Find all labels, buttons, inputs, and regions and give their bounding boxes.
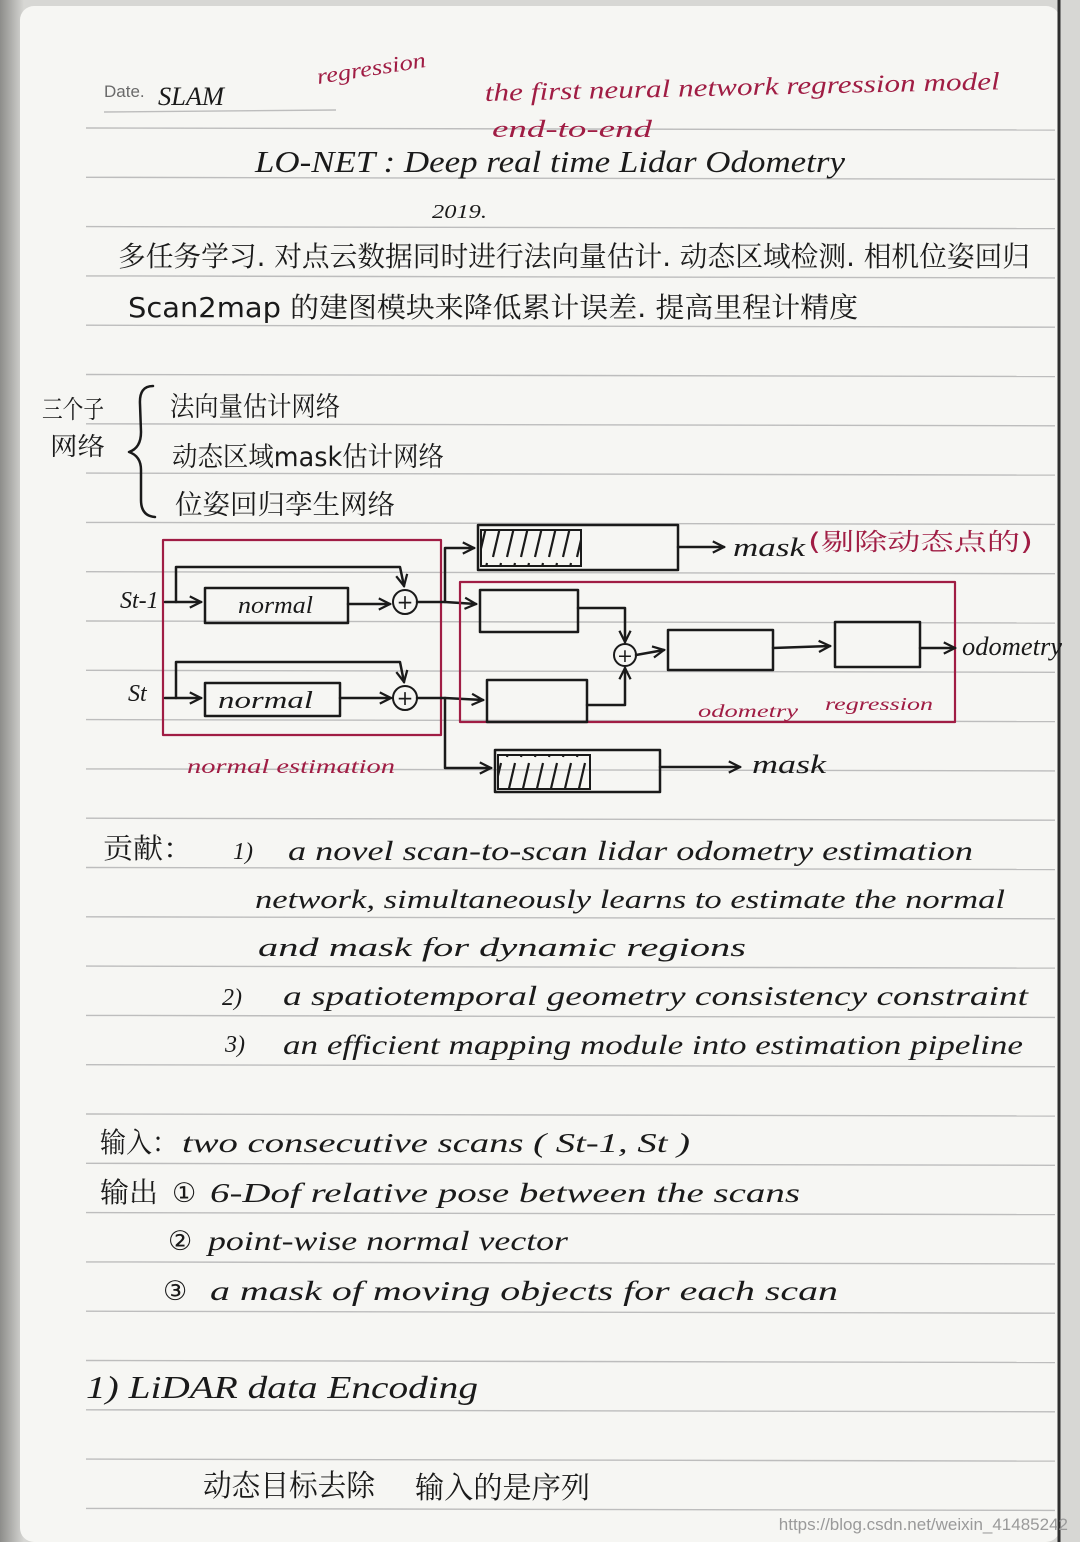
contribution-line: a spatiotemporal geometry consistency constraint (283, 981, 1031, 1011)
subject-text: SLAM (158, 82, 226, 111)
section-note-right: 输入的是序列 (415, 1471, 590, 1506)
normal-box-prev-label: normal (238, 593, 314, 619)
output-number: ③ (163, 1276, 188, 1307)
date-label: Date. (104, 82, 145, 101)
contributions-label: 贡献： (103, 832, 193, 865)
output-number: ① (172, 1178, 197, 1209)
note-first-model: the first neural network regression model (484, 70, 898, 107)
paper-title: LO-NET : Deep real time Lidar Odometry (253, 144, 846, 179)
contribution-line: and mask for dynamic regions (258, 933, 746, 962)
contribution-line: an efficient mapping module into estimation pipeline (283, 1030, 1024, 1060)
paper-year: 2019. (432, 201, 487, 223)
input-curr-scan: St (128, 681, 147, 707)
contribution-line: a novel scan-to-scan lidar odometry estimation (288, 836, 973, 866)
input-label: 输入： (100, 1126, 178, 1159)
odometry-regression-label-2: regression (825, 694, 933, 714)
contribution-number: 2) (222, 985, 242, 1011)
subnetworks-label-2: 网络 (50, 432, 105, 461)
subnetwork-item: 位姿回归孪生网络 (175, 490, 395, 521)
watermark: https://blog.csdn.net/weixin_41485242 (778, 1515, 1068, 1534)
plus-symbol: + (396, 590, 414, 614)
contribution-number: 1) (233, 839, 253, 865)
subnetworks-label-1: 三个子 (42, 395, 104, 424)
note-regression: regression (314, 49, 409, 89)
hatched-block (481, 530, 581, 566)
contribution-line: network, simultaneously learns to estimate the normal (255, 885, 1005, 914)
output-text: a mask of moving objects for each scan (210, 1276, 838, 1306)
normal-estimation-label: normal estimation (187, 756, 395, 778)
note-end-to-end: end-to-end (492, 117, 654, 143)
mask-top-note: (剔除动态点的) (808, 528, 1033, 556)
output-text: 6-Dof relative pose between the scans (210, 1178, 800, 1208)
hatched-block (498, 755, 590, 789)
mask-top-output: mask (733, 533, 806, 562)
odometry-output: odometry (962, 632, 1063, 661)
mask-bottom-output: mask (752, 750, 827, 779)
subnetwork-item: 动态区域mask估计网络 (172, 442, 444, 473)
summary-line-1: 多任务学习. 对点云数据同时进行法向量估计. 动态区域检测. 相机位姿回归 (118, 240, 1030, 273)
output-text: point-wise normal vector (205, 1226, 569, 1256)
normal-box-curr-label: normal (218, 688, 314, 714)
contribution-number: 3) (225, 1032, 245, 1058)
input-prev-scan: St-1 (120, 588, 159, 614)
input-text: two consecutive scans ( St-1, St ) (182, 1128, 691, 1158)
output-number: ② (168, 1226, 193, 1257)
plus-symbol: + (396, 686, 414, 710)
plus-symbol: + (617, 645, 633, 667)
section-heading: 1) LiDAR data Encoding (86, 1369, 478, 1405)
summary-line-2: Scan2map 的建图模块来降低累计误差. 提高里程计精度 (128, 291, 858, 324)
output-label: 输出 (100, 1176, 158, 1209)
odometry-regression-label-1: odometry (698, 701, 799, 721)
subnetwork-item: 法向量估计网络 (170, 392, 340, 423)
section-note-left: 动态目标去除 (203, 1469, 376, 1504)
